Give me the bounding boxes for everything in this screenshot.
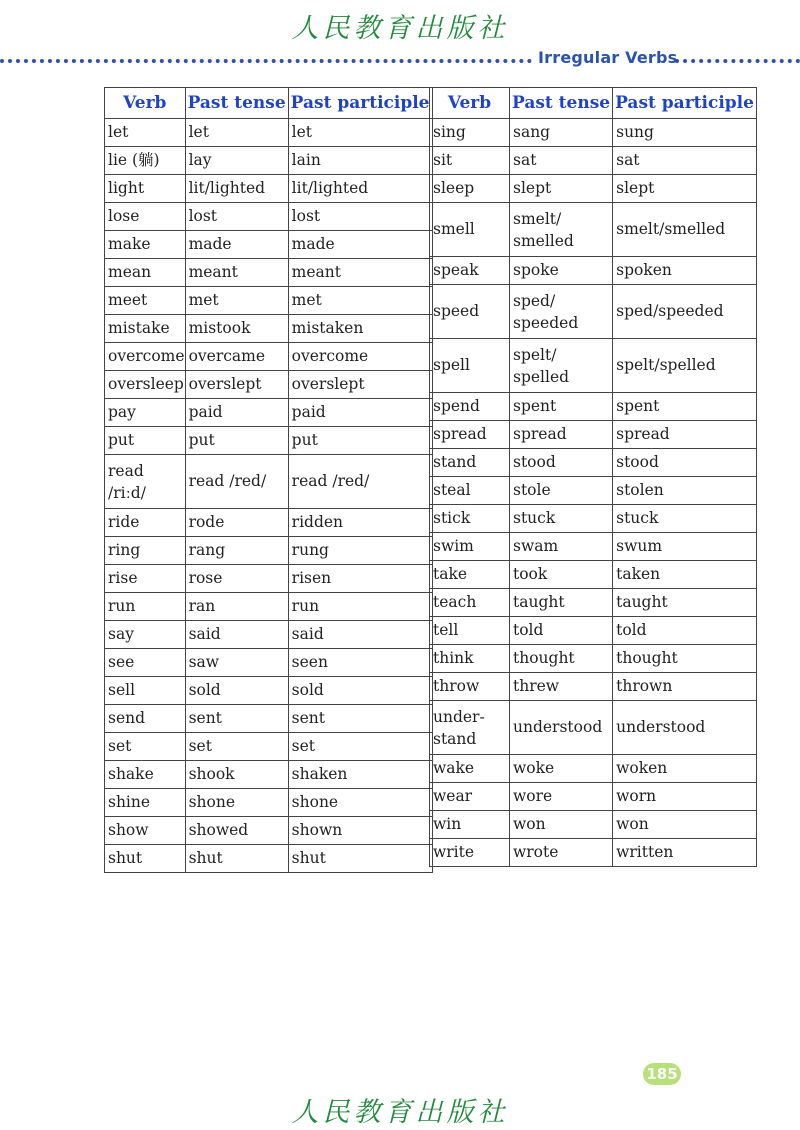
past-tense-cell: slept bbox=[510, 175, 613, 203]
table-row bbox=[430, 449, 757, 477]
past-tense-cell: woke bbox=[510, 755, 613, 783]
past-participle-cell: spread bbox=[613, 421, 757, 449]
table-row bbox=[430, 257, 757, 285]
past-participle-cell: seen bbox=[288, 649, 432, 677]
verb-cell: let bbox=[105, 119, 186, 147]
past-tense-cell: stuck bbox=[510, 505, 613, 533]
past-participle-cell: thrown bbox=[613, 673, 757, 701]
table-row bbox=[430, 505, 757, 533]
past-participle-cell: understood bbox=[613, 701, 757, 755]
verb-cell: meet bbox=[105, 287, 186, 315]
verb-cell: lie (躺) bbox=[105, 147, 186, 175]
past-participle-cell: meant bbox=[288, 259, 432, 287]
table-row bbox=[105, 343, 433, 371]
past-participle-cell: ridden bbox=[288, 509, 432, 537]
verb-cell: steal bbox=[430, 477, 510, 505]
table-row bbox=[430, 477, 757, 505]
past-participle-cell: let bbox=[288, 119, 432, 147]
table-row bbox=[430, 645, 757, 673]
table-row bbox=[430, 673, 757, 701]
verb-cell: shine bbox=[105, 789, 186, 817]
column-header-verb: Verb bbox=[105, 88, 186, 119]
column-header-past-participle: Past participle bbox=[613, 88, 757, 119]
past-tense-cell: let bbox=[185, 119, 288, 147]
past-participle-cell: stuck bbox=[613, 505, 757, 533]
table-row bbox=[105, 399, 433, 427]
table-row bbox=[105, 565, 433, 593]
past-tense-cell: saw bbox=[185, 649, 288, 677]
page-number-badge: 185 bbox=[643, 1063, 681, 1085]
header-dotted-rule-left bbox=[0, 59, 532, 63]
table-row bbox=[105, 705, 433, 733]
table-row bbox=[430, 533, 757, 561]
verb-cell: pay bbox=[105, 399, 186, 427]
verb-cell: ride bbox=[105, 509, 186, 537]
verb-cell: spell bbox=[430, 339, 510, 393]
table-row bbox=[105, 649, 433, 677]
past-participle-cell: lit/lighted bbox=[288, 175, 432, 203]
table-row bbox=[105, 621, 433, 649]
table-row bbox=[105, 427, 433, 455]
past-tense-cell: set bbox=[185, 733, 288, 761]
verb-cell: overcome bbox=[105, 343, 186, 371]
past-participle-cell: overcome bbox=[288, 343, 432, 371]
table-row bbox=[430, 393, 757, 421]
past-tense-cell: threw bbox=[510, 673, 613, 701]
past-tense-cell: thought bbox=[510, 645, 613, 673]
past-tense-cell: rang bbox=[185, 537, 288, 565]
past-tense-cell: meant bbox=[185, 259, 288, 287]
verb-cell: mistake bbox=[105, 315, 186, 343]
table-row bbox=[105, 509, 433, 537]
past-participle-cell: won bbox=[613, 811, 757, 839]
verb-cell: lose bbox=[105, 203, 186, 231]
verb-cell: read /riːd/ bbox=[105, 455, 186, 509]
table-row bbox=[430, 811, 757, 839]
table-row bbox=[105, 147, 433, 175]
table-row bbox=[105, 593, 433, 621]
past-tense-cell: paid bbox=[185, 399, 288, 427]
verb-cell: ring bbox=[105, 537, 186, 565]
verb-cell: take bbox=[430, 561, 510, 589]
table-row bbox=[105, 175, 433, 203]
verb-cell: light bbox=[105, 175, 186, 203]
past-tense-cell: lit/lighted bbox=[185, 175, 288, 203]
verb-cell: stand bbox=[430, 449, 510, 477]
past-tense-cell: made bbox=[185, 231, 288, 259]
column-header-past-participle: Past participle bbox=[288, 88, 432, 119]
past-tense-cell: spoke bbox=[510, 257, 613, 285]
verb-cell: spread bbox=[430, 421, 510, 449]
verb-cell: show bbox=[105, 817, 186, 845]
publisher-logo-bottom: 人民教育出版社 bbox=[291, 1097, 509, 1128]
verb-cell: speed bbox=[430, 285, 510, 339]
past-tense-cell: sold bbox=[185, 677, 288, 705]
past-tense-cell: understood bbox=[510, 701, 613, 755]
verb-cell: shake bbox=[105, 761, 186, 789]
past-tense-cell: wore bbox=[510, 783, 613, 811]
past-participle-cell: sent bbox=[288, 705, 432, 733]
past-tense-cell: stood bbox=[510, 449, 613, 477]
past-participle-cell: sold bbox=[288, 677, 432, 705]
past-tense-cell: swam bbox=[510, 533, 613, 561]
table-row bbox=[105, 789, 433, 817]
table-row bbox=[430, 617, 757, 645]
table-row bbox=[105, 817, 433, 845]
past-participle-cell: stolen bbox=[613, 477, 757, 505]
verb-cell: sit bbox=[430, 147, 510, 175]
table-row bbox=[105, 845, 433, 873]
past-participle-cell: sat bbox=[613, 147, 757, 175]
verbs-table-left bbox=[104, 87, 433, 873]
past-tense-cell: shut bbox=[185, 845, 288, 873]
past-tense-cell: rose bbox=[185, 565, 288, 593]
past-participle-cell: set bbox=[288, 733, 432, 761]
past-participle-cell: read /red/ bbox=[288, 455, 432, 509]
table-row bbox=[105, 287, 433, 315]
past-participle-cell: mistaken bbox=[288, 315, 432, 343]
past-participle-cell: spent bbox=[613, 393, 757, 421]
table-row bbox=[430, 339, 757, 393]
past-participle-cell: overslept bbox=[288, 371, 432, 399]
past-tense-cell: spread bbox=[510, 421, 613, 449]
table-row bbox=[105, 371, 433, 399]
past-tense-cell: sang bbox=[510, 119, 613, 147]
verb-cell: teach bbox=[430, 589, 510, 617]
table-row bbox=[105, 315, 433, 343]
verb-cell: write bbox=[430, 839, 510, 867]
past-tense-cell: took bbox=[510, 561, 613, 589]
past-tense-cell: sent bbox=[185, 705, 288, 733]
table-row bbox=[105, 733, 433, 761]
past-participle-cell: made bbox=[288, 231, 432, 259]
past-participle-cell: rung bbox=[288, 537, 432, 565]
past-tense-cell: stole bbox=[510, 477, 613, 505]
verb-cell: think bbox=[430, 645, 510, 673]
verbs-table-right bbox=[429, 87, 757, 867]
past-participle-cell: said bbox=[288, 621, 432, 649]
past-participle-cell: lain bbox=[288, 147, 432, 175]
table-row bbox=[430, 589, 757, 617]
past-participle-cell: risen bbox=[288, 565, 432, 593]
past-tense-cell: showed bbox=[185, 817, 288, 845]
verb-cell: rise bbox=[105, 565, 186, 593]
past-tense-cell: wrote bbox=[510, 839, 613, 867]
past-participle-cell: put bbox=[288, 427, 432, 455]
verb-cell: run bbox=[105, 593, 186, 621]
past-tense-cell: won bbox=[510, 811, 613, 839]
past-tense-cell: put bbox=[185, 427, 288, 455]
section-title: Irregular Verbs bbox=[538, 48, 678, 67]
table-row bbox=[430, 783, 757, 811]
header-dotted-rule-right bbox=[675, 59, 800, 63]
table-row bbox=[430, 119, 757, 147]
verb-cell: see bbox=[105, 649, 186, 677]
past-participle-cell: stood bbox=[613, 449, 757, 477]
past-participle-cell: shone bbox=[288, 789, 432, 817]
table-row bbox=[430, 839, 757, 867]
past-tense-cell: overcame bbox=[185, 343, 288, 371]
past-tense-cell: sat bbox=[510, 147, 613, 175]
verb-cell: smell bbox=[430, 203, 510, 257]
past-tense-cell: shook bbox=[185, 761, 288, 789]
verb-cell: sleep bbox=[430, 175, 510, 203]
verb-cell: make bbox=[105, 231, 186, 259]
past-tense-cell: spent bbox=[510, 393, 613, 421]
past-participle-cell: taught bbox=[613, 589, 757, 617]
past-tense-cell: rode bbox=[185, 509, 288, 537]
past-tense-cell: lost bbox=[185, 203, 288, 231]
past-participle-cell: thought bbox=[613, 645, 757, 673]
past-participle-cell: sped/speeded bbox=[613, 285, 757, 339]
past-participle-cell: slept bbox=[613, 175, 757, 203]
past-tense-cell: met bbox=[185, 287, 288, 315]
table-row bbox=[430, 701, 757, 755]
table-row bbox=[430, 285, 757, 339]
verb-cell: throw bbox=[430, 673, 510, 701]
past-tense-cell: sped/ speeded bbox=[510, 285, 613, 339]
table-row bbox=[430, 203, 757, 257]
verb-cell: stick bbox=[430, 505, 510, 533]
column-header-past-tense: Past tense bbox=[510, 88, 613, 119]
table-header-row bbox=[430, 88, 757, 119]
table-row bbox=[105, 231, 433, 259]
past-participle-cell: paid bbox=[288, 399, 432, 427]
table-row bbox=[430, 421, 757, 449]
past-participle-cell: worn bbox=[613, 783, 757, 811]
past-tense-cell: lay bbox=[185, 147, 288, 175]
past-participle-cell: shaken bbox=[288, 761, 432, 789]
past-participle-cell: taken bbox=[613, 561, 757, 589]
table-row bbox=[105, 677, 433, 705]
verb-cell: wake bbox=[430, 755, 510, 783]
past-tense-cell: ran bbox=[185, 593, 288, 621]
past-participle-cell: met bbox=[288, 287, 432, 315]
verb-cell: shut bbox=[105, 845, 186, 873]
table-row bbox=[105, 259, 433, 287]
past-participle-cell: told bbox=[613, 617, 757, 645]
verb-cell: put bbox=[105, 427, 186, 455]
publisher-logo-top: 人民教育出版社 bbox=[291, 13, 509, 44]
verb-cell: send bbox=[105, 705, 186, 733]
past-participle-cell: spoken bbox=[613, 257, 757, 285]
verb-cell: win bbox=[430, 811, 510, 839]
past-participle-cell: smelt/smelled bbox=[613, 203, 757, 257]
past-tense-cell: said bbox=[185, 621, 288, 649]
past-tense-cell: spelt/ spelled bbox=[510, 339, 613, 393]
verb-cell: spend bbox=[430, 393, 510, 421]
past-tense-cell: smelt/ smelled bbox=[510, 203, 613, 257]
verb-cell: set bbox=[105, 733, 186, 761]
past-tense-cell: read /red/ bbox=[185, 455, 288, 509]
verb-cell: sing bbox=[430, 119, 510, 147]
table-row bbox=[105, 119, 433, 147]
verb-cell: speak bbox=[430, 257, 510, 285]
past-tense-cell: told bbox=[510, 617, 613, 645]
table-row bbox=[105, 455, 433, 509]
table-row bbox=[430, 755, 757, 783]
past-participle-cell: written bbox=[613, 839, 757, 867]
past-participle-cell: lost bbox=[288, 203, 432, 231]
past-participle-cell: shown bbox=[288, 817, 432, 845]
past-participle-cell: sung bbox=[613, 119, 757, 147]
past-tense-cell: shone bbox=[185, 789, 288, 817]
past-participle-cell: swum bbox=[613, 533, 757, 561]
verb-cell: sell bbox=[105, 677, 186, 705]
verb-cell: mean bbox=[105, 259, 186, 287]
past-tense-cell: overslept bbox=[185, 371, 288, 399]
table-header-row bbox=[105, 88, 433, 119]
table-row bbox=[105, 203, 433, 231]
past-participle-cell: shut bbox=[288, 845, 432, 873]
column-header-verb: Verb bbox=[430, 88, 510, 119]
verb-cell: swim bbox=[430, 533, 510, 561]
past-tense-cell: taught bbox=[510, 589, 613, 617]
verb-cell: wear bbox=[430, 783, 510, 811]
table-row bbox=[430, 147, 757, 175]
past-participle-cell: woken bbox=[613, 755, 757, 783]
table-row bbox=[430, 175, 757, 203]
past-tense-cell: mistook bbox=[185, 315, 288, 343]
past-participle-cell: spelt/spelled bbox=[613, 339, 757, 393]
verb-cell: tell bbox=[430, 617, 510, 645]
past-participle-cell: run bbox=[288, 593, 432, 621]
verb-cell: say bbox=[105, 621, 186, 649]
verb-cell: under- stand bbox=[430, 701, 510, 755]
column-header-past-tense: Past tense bbox=[185, 88, 288, 119]
verb-cell: oversleep bbox=[105, 371, 186, 399]
table-row bbox=[105, 761, 433, 789]
table-row bbox=[430, 561, 757, 589]
table-row bbox=[105, 537, 433, 565]
